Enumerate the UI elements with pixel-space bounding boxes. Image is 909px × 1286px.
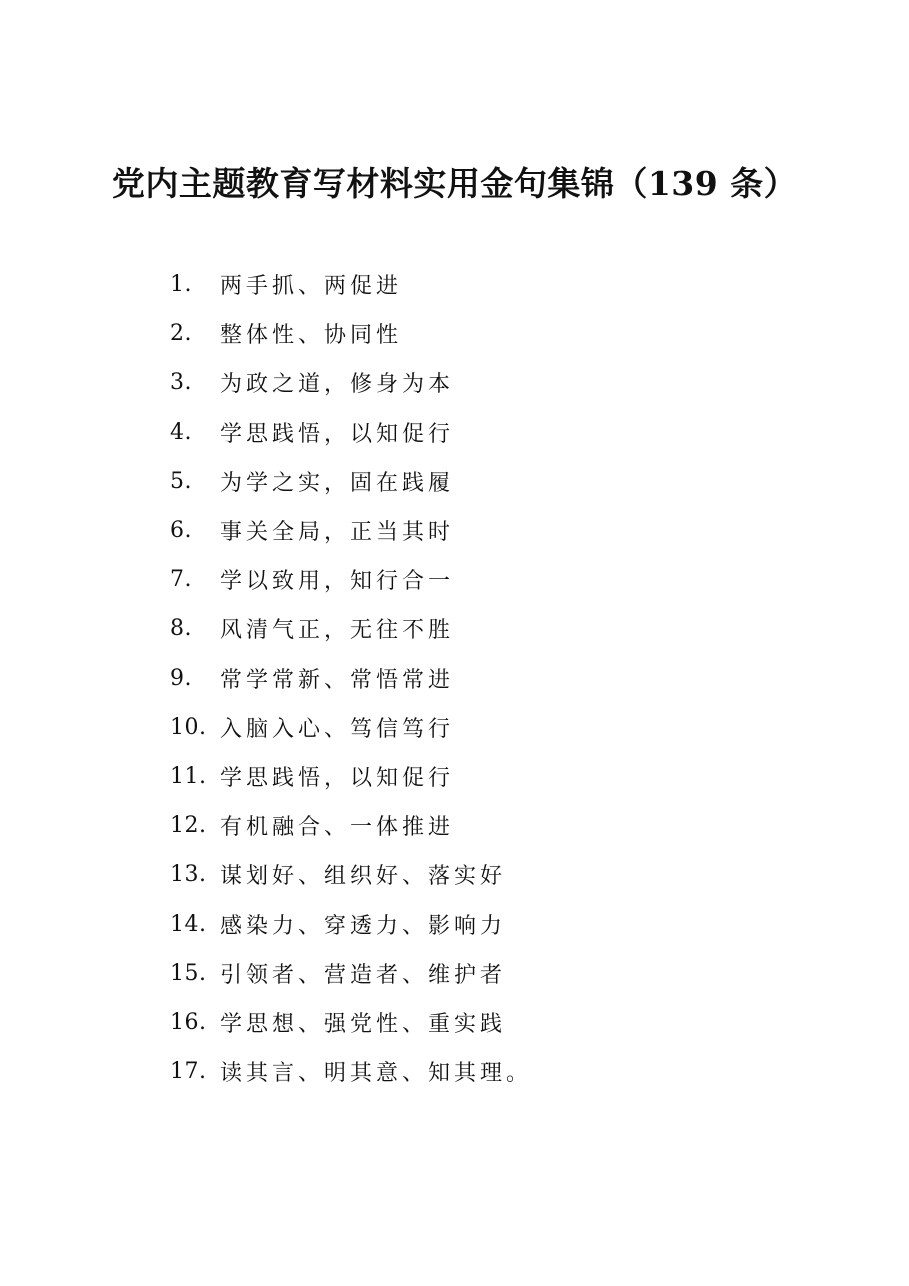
item-text: 风清气正，无往不胜	[220, 618, 455, 644]
item-number: 2.	[170, 321, 192, 347]
item-number: 4.	[170, 419, 192, 445]
item-text: 事关全局，正当其时	[220, 520, 455, 546]
item-number: 15.	[170, 960, 207, 986]
item-number: 5.	[170, 468, 192, 494]
list-item	[170, 998, 532, 1047]
item-number: 1.	[170, 272, 192, 298]
page-title: 党内主题教育写材料实用金句集锦（139 条）	[111, 164, 798, 203]
item-number: 14.	[170, 911, 207, 937]
item-number: 17.	[170, 1059, 207, 1085]
phrase-list	[170, 260, 532, 1096]
item-number: 13.	[170, 862, 207, 888]
list-item	[170, 801, 532, 850]
list-item	[170, 506, 532, 555]
item-number: 6.	[170, 518, 192, 544]
item-number: 16.	[170, 1009, 207, 1035]
item-text: 学思践悟，以知促行	[220, 765, 455, 791]
item-text: 感染力、穿透力、影响力	[220, 913, 507, 939]
list-item	[170, 850, 532, 899]
list-item	[170, 604, 532, 653]
list-item	[170, 949, 532, 998]
item-number: 8.	[170, 616, 192, 642]
item-number: 12.	[170, 813, 207, 839]
item-text: 学以致用，知行合一	[220, 569, 455, 595]
list-item	[170, 1047, 532, 1096]
list-item	[170, 752, 532, 801]
item-text: 为学之实，固在践履	[220, 470, 455, 496]
item-number: 10.	[170, 714, 207, 740]
list-item	[170, 408, 532, 457]
list-item	[170, 899, 532, 948]
list-item	[170, 703, 532, 752]
item-number: 9.	[170, 665, 192, 691]
item-text: 为政之道，修身为本	[220, 372, 455, 398]
item-text: 入脑入心、笃信笃行	[220, 716, 455, 742]
item-text: 引领者、营造者、维护者	[220, 962, 507, 988]
item-number: 3.	[170, 370, 192, 396]
list-item	[170, 654, 532, 703]
item-text: 谋划好、组织好、落实好	[220, 864, 507, 890]
item-text: 有机融合、一体推进	[220, 815, 455, 841]
item-number: 7.	[170, 567, 192, 593]
list-item	[170, 260, 532, 309]
list-item	[170, 358, 532, 407]
item-text: 整体性、协同性	[220, 323, 403, 349]
item-text: 两手抓、两促进	[220, 274, 403, 300]
item-text: 常学常新、常悟常进	[220, 667, 455, 693]
item-text: 学思践悟，以知促行	[220, 421, 455, 447]
item-number: 11.	[170, 763, 207, 789]
item-text: 学思想、强党性、重实践	[220, 1011, 507, 1037]
list-item	[170, 555, 532, 604]
item-text: 读其言、明其意、知其理。	[220, 1061, 533, 1087]
list-item	[170, 309, 532, 358]
list-item	[170, 457, 532, 506]
